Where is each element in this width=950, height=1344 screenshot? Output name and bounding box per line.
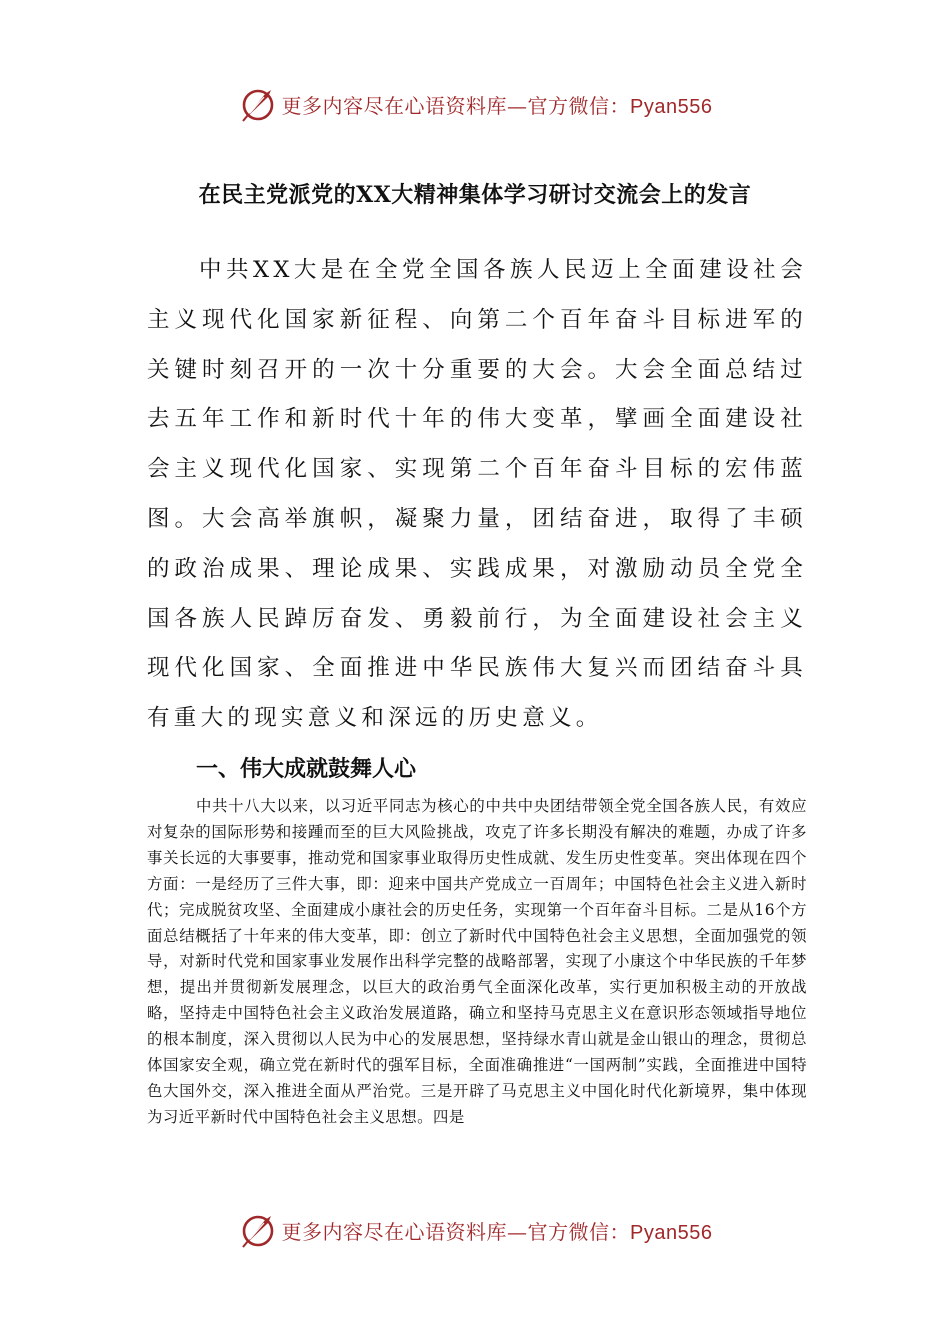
document-title: 在民主党派党的XX大精神集体学习研讨交流会上的发言 [198,182,752,208]
watermark-text: 更多内容尽在心语资料库—官方微信：Pyan556 [281,93,713,118]
intro-paragraph: 中共XX大是在全党全国各族人民迈上全面建设社会主义现代化国家新征程、向第二个百年奋斗目标进军的关键时刻召开的一次十分重要的大会。大会全面总结过去五年工作和新时代十年的伟大变革，擘画全面建设社会主义现代化国家、实现第二个百年奋斗目标的宏伟蓝图。大会高举旗帜，凝聚力量，团结奋进，取得了丰硕的政治成果、理论成果、实践成果，对激励动员全党全国各族人民踔厉奋发、勇毅前行，为全面建设社会主义现代化国家、全面推进中华民族伟大复兴而团结奋斗具有重大的现实意义和深远的历史意义。 [147,257,807,732]
quill-pen-logo-icon [238,1210,278,1250]
section-1-paragraph: 中共十八大以来，以习近平同志为核心的中共中央团结带领全党全国各族人民，有效应对复杂的国际形势和接踵而至的巨大风险挑战，攻克了许多长期没有解决的难题，办成了许多事关长远的大事要事，推动党和国家事业取得历史性成就、发生历史性变革。突出体现在四个方面：一是经历了三件大事，即：迎来中国共产党成立一百周年；中国特色社会主义进入新时代；完成脱贫攻坚、全面建成小康社会的历史任务，实现第一个百年奋斗目标。二是从16个方面总结概括了十年来的伟大变革，即：创立了新时代中国特色社会主义思想，全面加强党的领导，对新时代党和国家事业发展作出科学完整的战略部署，实现了小康这个中华民族的千年梦想，提出并贯彻新发展理念，以巨大的政治勇气全面深化改革，实行更加积极主动的开放战略，坚持走中国特色社会主义政治发展道路，确立和坚持马克思主义在意识形态领域指导地位的根本制度，深入贯彻以人民为中心的发展思想，坚持绿水青山就是金山银山的理念，贯彻总体国家安全观，确立党在新时代的强军目标，全面准确推进“一国两制”实践，全面推进中国特色大国外交，深入推进全面从严治党。三是开辟了马克思主义中国化时代化新境界，集中体现为习近平新时代中国特色社会主义思想。四是 [147,797,807,1126]
watermark-text: 更多内容尽在心语资料库—官方微信：Pyan556 [281,1219,713,1244]
quill-pen-logo-icon [238,84,278,124]
footer-watermark-banner [0,1208,950,1252]
section-heading-1: 一、伟大成就鼓舞人心 [196,756,417,782]
wechat-id: Pyan556 [630,1221,713,1244]
wechat-id: Pyan556 [630,95,713,118]
header-watermark-banner [0,82,950,126]
